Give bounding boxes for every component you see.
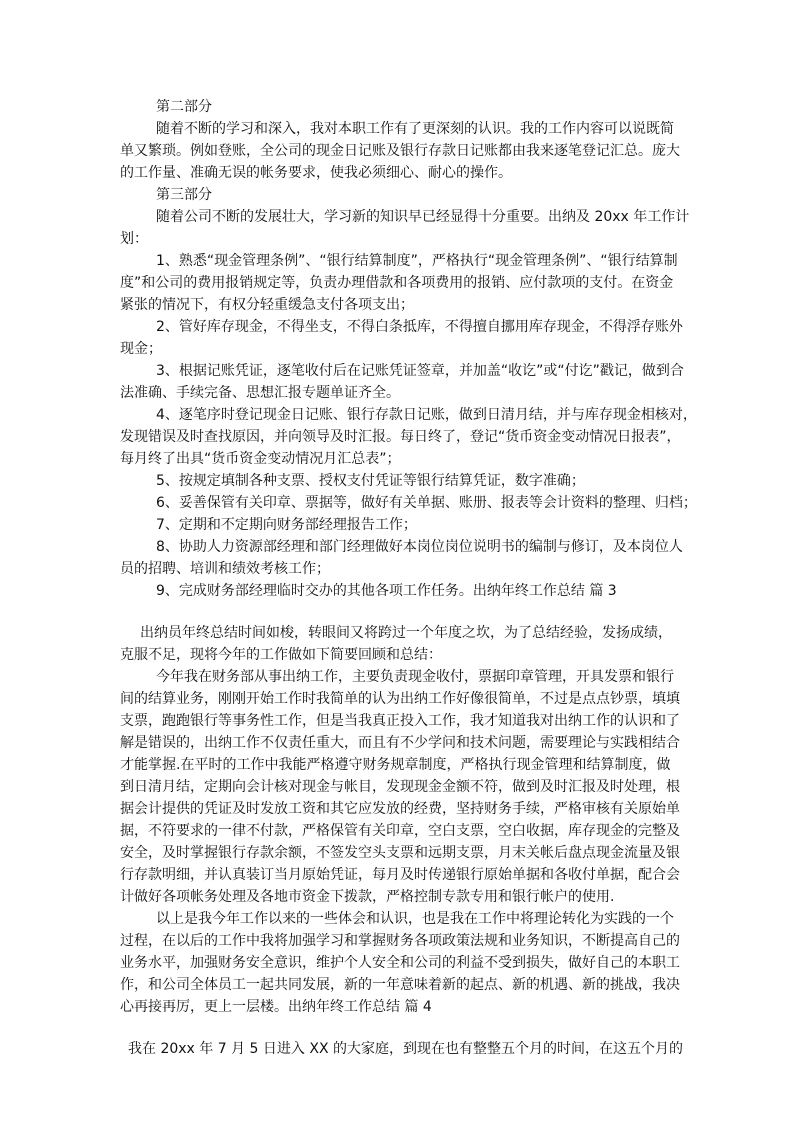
text-line: 据，不符要求的一律不付款，严格保管有关印章，空白支票，空白收据，库存现金的完整及: [120, 823, 680, 839]
text-line: 行存款明细，并认真装订当月原始凭证，每月及时传递银行原始单据和各收付单据，配合会: [120, 867, 680, 883]
text-line: 作，和公司全体员工一起共同发展，新的一年意味着新的起点、新的机遇、新的挑战，我决: [120, 977, 680, 993]
text-line: 员的招聘、培训和绩效考核工作；: [120, 561, 330, 577]
text-line: 到日清月结，定期向会计核对现金与帐目，发现现金金额不符，做到及时汇报及时处理，根: [120, 779, 680, 795]
text-line: 每月终了出具“货币资金变动情况月汇总表”；: [120, 451, 401, 467]
text-line: 现金；: [120, 341, 162, 357]
text-line: 随着公司不断的发展壮大，学习新的知识早已经显得十分重要。出纳及 20xx 年工作计: [156, 209, 690, 225]
text-line: 紧张的情况下，有权分轻重缓急支付各项支出；: [120, 297, 414, 313]
list-item-4: 4、逐笔序时登记现金日记账、银行存款日记账，做到日清月结，并与库存现金相核对，: [156, 407, 697, 423]
text-line: 法准确、手续完备、思想汇报专题单证齐全。: [120, 385, 400, 401]
text-line: 安全，及时掌握银行存款余额，不签发空头支票和远期支票，月末关帐后盘点现金流量及银: [120, 845, 680, 861]
text-line: 度”和公司的费用报销规定等，负责办理借款和各项费用的报销、应付款项的支付。在资金: [120, 275, 674, 291]
text-line: 支票，跑跑银行等事务性工作，但是当我真正投入工作，我才知道我对出纳工作的认识和了: [120, 713, 680, 729]
list-item-2: 2、管好库存现金，不得坐支，不得白条抵库，不得擅自挪用库存现金，不得浮存账外: [156, 319, 683, 335]
list-item-6: 6、妥善保管有关印章、票据等，做好有关单据、账册、报表等会计资料的整理、归档；: [156, 495, 697, 511]
list-item-3: 3、根据记账凭证，逐笔收付后在记账凭证签章，并加盖“收讫”或“付讫”戳记，做到合: [156, 363, 684, 379]
paragraph-start: 以上是我今年工作以来的一些体会和认识，也是我在工作中将理论转化为实践的一个: [156, 911, 674, 927]
text-line: 发现错误及时查找原因，并向领导及时汇报。每日终了，登记“货币资金变动情况日报表”，: [120, 429, 681, 445]
text-line: 业务水平，加强财务安全意识，维护个人安全和公司的利益不受到损失，做好自己的本职工: [120, 955, 680, 971]
section-heading-3: 第三部分: [156, 187, 212, 203]
text-line: 过程，在以后的工作中我将加强学习和掌握财务各项政策法规和业务知识，不断提高自己的: [120, 933, 680, 949]
text-line: 据会计提供的凭证及时发放工资和其它应发放的经费，坚持财务手续，严格审核有关原始单: [120, 801, 680, 817]
text-line: 随着不断的学习和深入，我对本职工作有了更深刻的认识。我的工作内容可以说既简: [156, 121, 674, 137]
text-line: 间的结算业务，刚刚开始工作时我简单的认为出纳工作好像很简单，不过是点点钞票，填填: [120, 691, 680, 707]
text-line: 计做好各项帐务处理及各地市资金下拨款，严格控制专款专用和银行帐户的使用.: [120, 889, 615, 905]
paragraph-start: 出纳员年终总结时间如梭，转眼间又将跨过一个年度之坎，为了总结经验，发扬成绩，: [140, 625, 672, 641]
text-line: 单又繁琐。例如登账，全公司的现金日记账及银行存款日记账都由我来逐笔登记汇总。庞大: [120, 143, 680, 159]
text-line: 克服不足，现将今年的工作做如下简要回顾和总结：: [120, 647, 442, 663]
text-line: 心再接再厉，更上一层楼。出纳年终工作总结 篇 4: [120, 999, 432, 1015]
list-item-8: 8、协助人力资源部经理和部门经理做好本岗位岗位说明书的编制与修订，及本岗位人: [156, 539, 683, 555]
list-item-7: 7、定期和不定期向财务部经理报告工作；: [156, 517, 417, 533]
section-heading-2: 第二部分: [156, 99, 212, 115]
text-line: 解是错误的，出纳工作不仅责任重大，而且有不少学问和技术问题，需要理论与实践相结合: [120, 735, 680, 751]
paragraph-start: 今年我在财务部从事出纳工作，主要负责现金收付，票据印章管理，开具发票和银行: [156, 669, 674, 685]
text-line: 才能掌握.在平时的工作中我能严格遵守财务规章制度，严格执行现金管理和结算制度，做: [120, 757, 671, 773]
paragraph-start: 我在 20xx 年 7 月 5 日进入 XX 的大家庭，到现在也有整整五个月的时间，在这五个月的: [128, 1041, 683, 1057]
text-line: 划：: [120, 231, 148, 247]
list-item-1: 1、熟悉“现金管理条例”、“银行结算制度”，严格执行“现金管理条例”、“银行结算制: [156, 253, 678, 269]
text-line: 的工作量、准确无误的帐务要求，使我必须细心、耐心的操作。: [120, 165, 512, 181]
list-item-5: 5、按规定填制各种支票、授权支付凭证等银行结算凭证，数字准确；: [156, 473, 585, 489]
list-item-9: 9、完成财务部经理临时交办的其他各项工作任务。出纳年终工作总结 篇 3: [156, 583, 617, 599]
